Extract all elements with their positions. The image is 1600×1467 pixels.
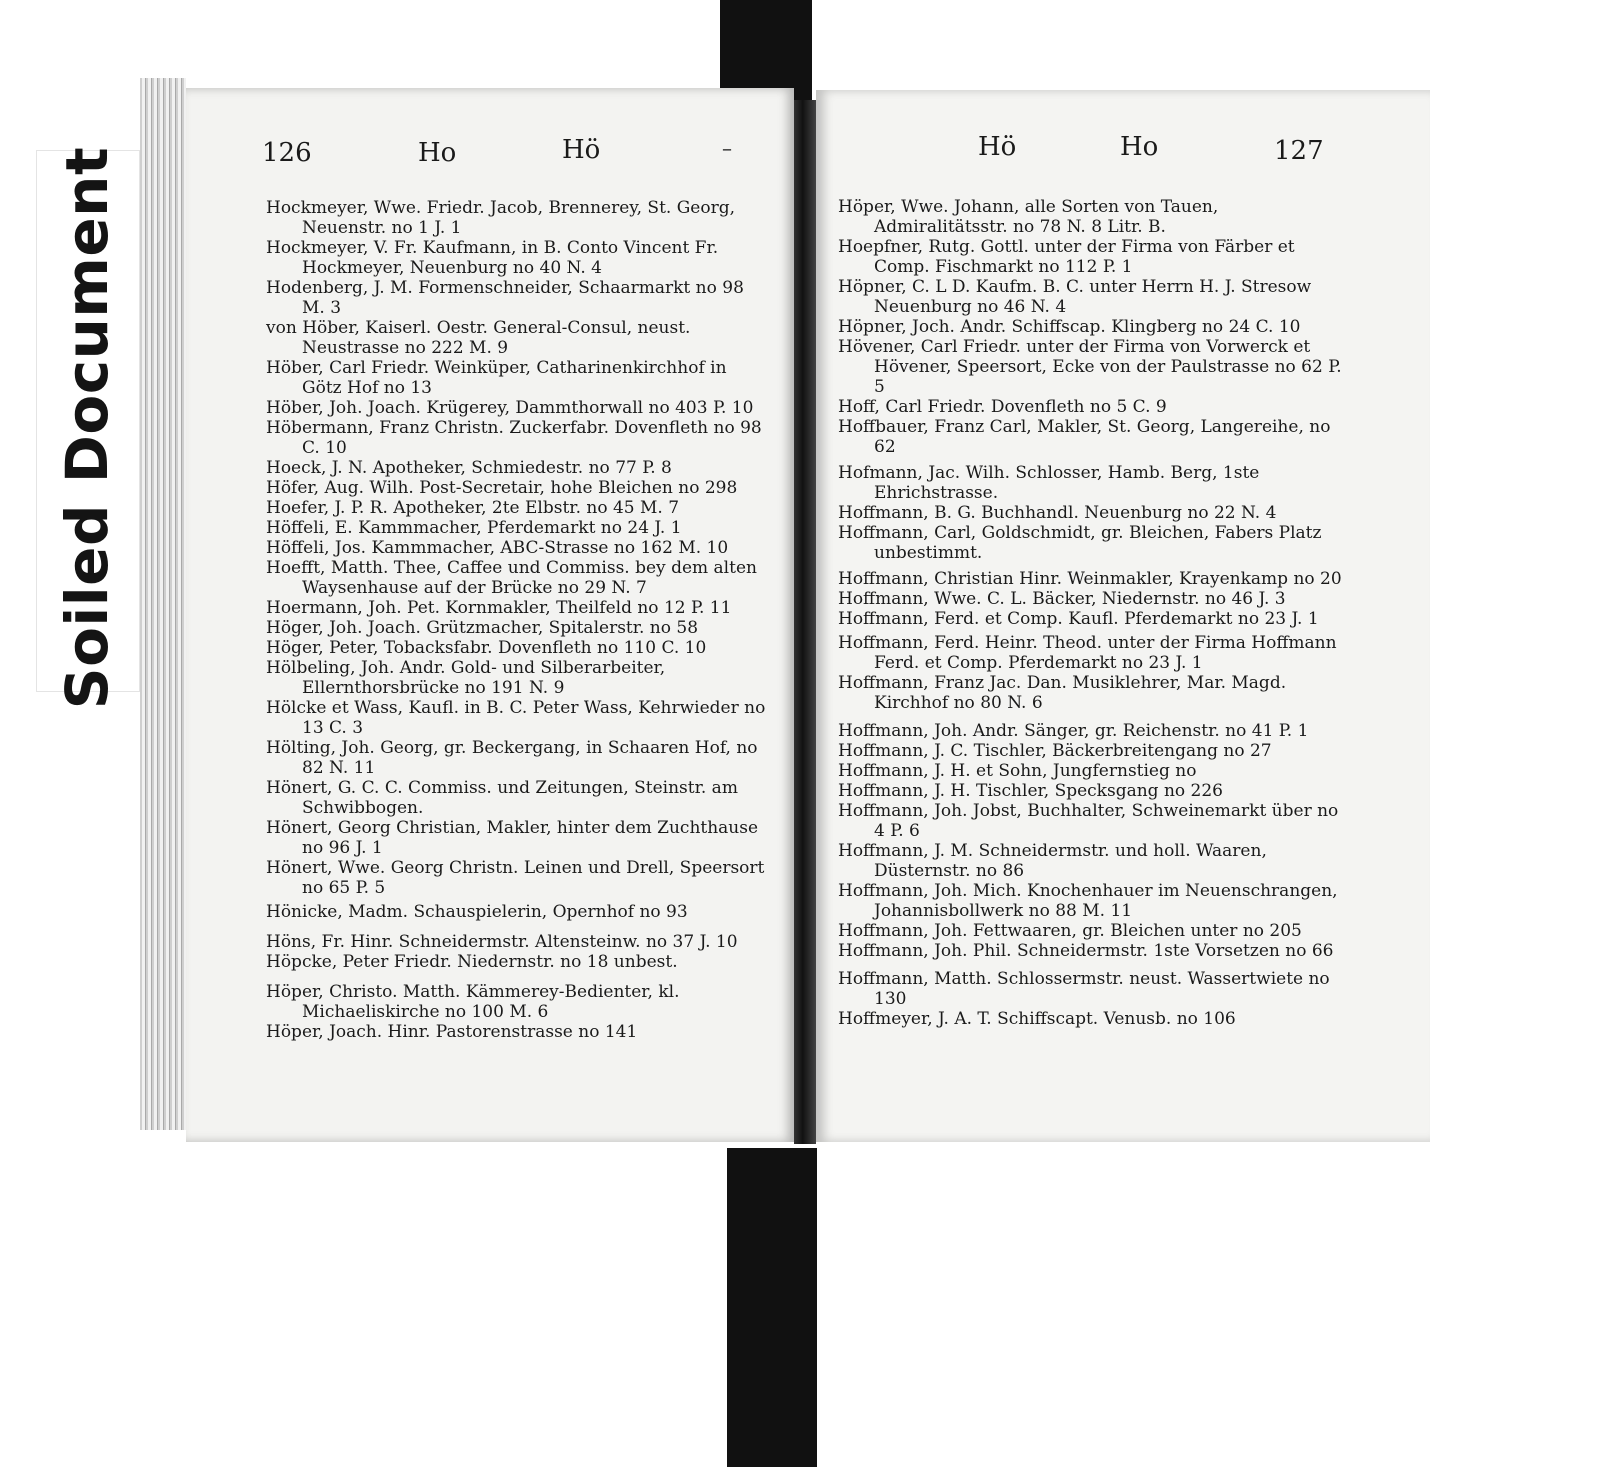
directory-entry: Hoffmann, Joh. Andr. Sänger, gr. Reichenstr. no 41 P. 1 <box>838 721 1309 741</box>
directory-entry: Höpner, C. L D. Kaufm. B. C. unter Herrn H. J. Stresow Neuenburg no 46 N. 4 <box>838 277 1312 317</box>
directory-entry: Höger, Joh. Joach. Grützmacher, Spitalerstr. no 58 <box>266 618 699 638</box>
directory-entry: Hönicke, Madm. Schauspielerin, Opernhof no 93 <box>266 902 688 922</box>
directory-entry: Höper, Joach. Hinr. Pastorenstrasse no 141 <box>266 1022 638 1042</box>
directory-entry: Hölbeling, Joh. Andr. Gold- und Silberarbeiter, Ellernthorsbrücke no 191 N. 9 <box>266 658 666 698</box>
directory-entry: Hockmeyer, Wwe. Friedr. Jacob, Brennerey, St. Georg, Neuenstr. no 1 J. 1 <box>266 198 736 238</box>
directory-entry: Hölting, Joh. Georg, gr. Beckergang, in Schaaren Hof, no 82 N. 11 <box>266 738 758 778</box>
directory-entry: Höpcke, Peter Friedr. Niedernstr. no 18 unbest. <box>266 952 678 972</box>
directory-entry: Höns, Fr. Hinr. Schneidermstr. Altensteinw. no 37 J. 10 <box>266 932 738 952</box>
directory-entry: Höger, Peter, Tobacksfabr. Dovenfleth no 110 C. 10 <box>266 638 707 658</box>
binding-strip-bottom <box>727 1148 817 1467</box>
directory-entry: von Höber, Kaiserl. Oestr. General-Consul, neust. Neustrasse no 222 M. 9 <box>266 318 691 358</box>
directory-entry: Hoffbauer, Franz Carl, Makler, St. Georg, Langereihe, no 62 <box>838 417 1331 457</box>
directory-entry: Hoffmann, Joh. Mich. Knochenhauer im Neuenschrangen, Johannisbollwerk no 88 M. 11 <box>838 881 1338 921</box>
directory-entry: Hoepfner, Rutg. Gottl. unter der Firma von Färber et Comp. Fischmarkt no 112 P. 1 <box>838 237 1295 277</box>
directory-entry: Höper, Christo. Matth. Kämmerey-Bedienter, kl. Michaeliskirche no 100 M. 6 <box>266 982 680 1022</box>
directory-entry: Hoffmann, J. M. Schneidermstr. und holl. Waaren, Düsternstr. no 86 <box>838 841 1267 881</box>
directory-entry: Hönert, Wwe. Georg Christn. Leinen und Drell, Speersort no 65 P. 5 <box>266 858 765 898</box>
directory-entry: Hoffmann, J. H. Tischler, Specksgang no 226 <box>838 781 1223 801</box>
directory-entry: Hoeck, J. N. Apotheker, Schmiedestr. no 77 P. 8 <box>266 458 672 478</box>
left-header-hoe: Hö <box>562 135 601 165</box>
directory-entry: Hövener, Carl Friedr. unter der Firma von Vorwerck et Hövener, Speersort, Ecke von der Paulstrasse no 62 P. 5 <box>838 337 1342 397</box>
left-page-number: 126 <box>262 138 312 168</box>
directory-entry: Höfer, Aug. Wilh. Post-Secretair, hohe Bleichen no 298 <box>266 478 738 498</box>
directory-entry: Hoffmann, J. H. et Sohn, Jungfernstieg no <box>838 761 1197 781</box>
directory-entry: Hoefer, J. P. R. Apotheker, 2te Elbstr. no 45 M. 7 <box>266 498 680 518</box>
directory-entry: Höpner, Joch. Andr. Schiffscap. Klingberg no 24 C. 10 <box>838 317 1301 337</box>
directory-entry: Hoffmann, Joh. Phil. Schneidermstr. 1ste Vorsetzen no 66 <box>838 941 1334 961</box>
directory-entry: Hönert, Georg Christian, Makler, hinter dem Zuchthause no 96 J. 1 <box>266 818 759 858</box>
directory-entry: Hoefft, Matth. Thee, Caffee und Commiss. bey dem alten Waysenhause auf der Brücke no 29 N. 7 <box>266 558 757 598</box>
book-gutter <box>794 100 816 1144</box>
directory-entry: Hoermann, Joh. Pet. Kornmakler, Theilfeld no 12 P. 11 <box>266 598 732 618</box>
directory-entry: Hoffmann, B. G. Buchhandl. Neuenburg no 22 N. 4 <box>838 503 1277 523</box>
directory-entry: Hoffmann, Franz Jac. Dan. Musiklehrer, Mar. Magd. Kirchhof no 80 N. 6 <box>838 673 1287 713</box>
right-header-hoe: Hö <box>978 132 1017 162</box>
directory-entry: Höber, Carl Friedr. Weinküper, Catharinenkirchhof in Götz Hof no 13 <box>266 358 727 398</box>
directory-entry: Hoffmann, Christian Hinr. Weinmakler, Krayenkamp no 20 <box>838 569 1342 589</box>
directory-entry: Höffeli, E. Kammmacher, Pferdemarkt no 24 J. 1 <box>266 518 682 538</box>
directory-entry: Hoffmann, Joh. Fettwaaren, gr. Bleichen unter no 205 <box>838 921 1302 941</box>
directory-entry: Hoffmann, J. C. Tischler, Bäckerbreitengang no 27 <box>838 741 1272 761</box>
left-entry-list <box>266 198 766 1042</box>
left-header-ho: Ho <box>418 138 457 168</box>
right-entry-list <box>838 197 1344 1029</box>
right-header-ho: Ho <box>1120 132 1159 162</box>
directory-entry: Höffeli, Jos. Kammmacher, ABC-Strasse no 162 M. 10 <box>266 538 729 558</box>
directory-entry: Hoffmann, Joh. Jobst, Buchhalter, Schweinemarkt über no 4 P. 6 <box>838 801 1339 841</box>
directory-entry: Hoffmeyer, J. A. T. Schiffscapt. Venusb. no 106 <box>838 1009 1236 1029</box>
page-stack-edge <box>140 78 186 1130</box>
directory-entry: Hoffmann, Carl, Goldschmidt, gr. Bleichen, Fabers Platz unbestimmt. <box>838 523 1322 563</box>
directory-entry: Hoffmann, Ferd. et Comp. Kaufl. Pferdemarkt no 23 J. 1 <box>838 609 1319 629</box>
directory-entry: Hoffmann, Wwe. C. L. Bäcker, Niedernstr. no 46 J. 3 <box>838 589 1286 609</box>
left-header-dash: – <box>722 136 732 160</box>
directory-entry: Hodenberg, J. M. Formenschneider, Schaarmarkt no 98 M. 3 <box>266 278 744 318</box>
soiled-document-label-text: Soiled Document <box>53 146 121 710</box>
directory-entry: Hölcke et Wass, Kaufl. in B. C. Peter Wass, Kehrwieder no 13 C. 3 <box>266 698 766 738</box>
directory-entry: Hoffmann, Matth. Schlossermstr. neust. Wassertwiete no 130 <box>838 969 1330 1009</box>
directory-entry: Hofmann, Jac. Wilh. Schlosser, Hamb. Berg, 1ste Ehrichstrasse. <box>838 463 1260 503</box>
directory-entry: Hoff, Carl Friedr. Dovenfleth no 5 C. 9 <box>838 397 1167 417</box>
directory-entry: Höper, Wwe. Johann, alle Sorten von Tauen, Admiralitätsstr. no 78 N. 8 Litr. B. <box>838 197 1219 237</box>
directory-entry: Hönert, G. C. C. Commiss. und Zeitungen, Steinstr. am Schwibbogen. <box>266 778 738 818</box>
directory-entry: Höbermann, Franz Christn. Zuckerfabr. Dovenfleth no 98 C. 10 <box>266 418 762 458</box>
right-page-number: 127 <box>1274 136 1324 166</box>
directory-entry: Hockmeyer, V. Fr. Kaufmann, in B. Conto Vincent Fr. Hockmeyer, Neuenburg no 40 N. 4 <box>266 238 719 278</box>
directory-entry: Hoffmann, Ferd. Heinr. Theod. unter der Firma Hoffmann Ferd. et Comp. Pferdemarkt no 23 J. 1 <box>838 633 1337 673</box>
directory-entry: Höber, Joh. Joach. Krügerey, Dammthorwall no 403 P. 10 <box>266 398 754 418</box>
